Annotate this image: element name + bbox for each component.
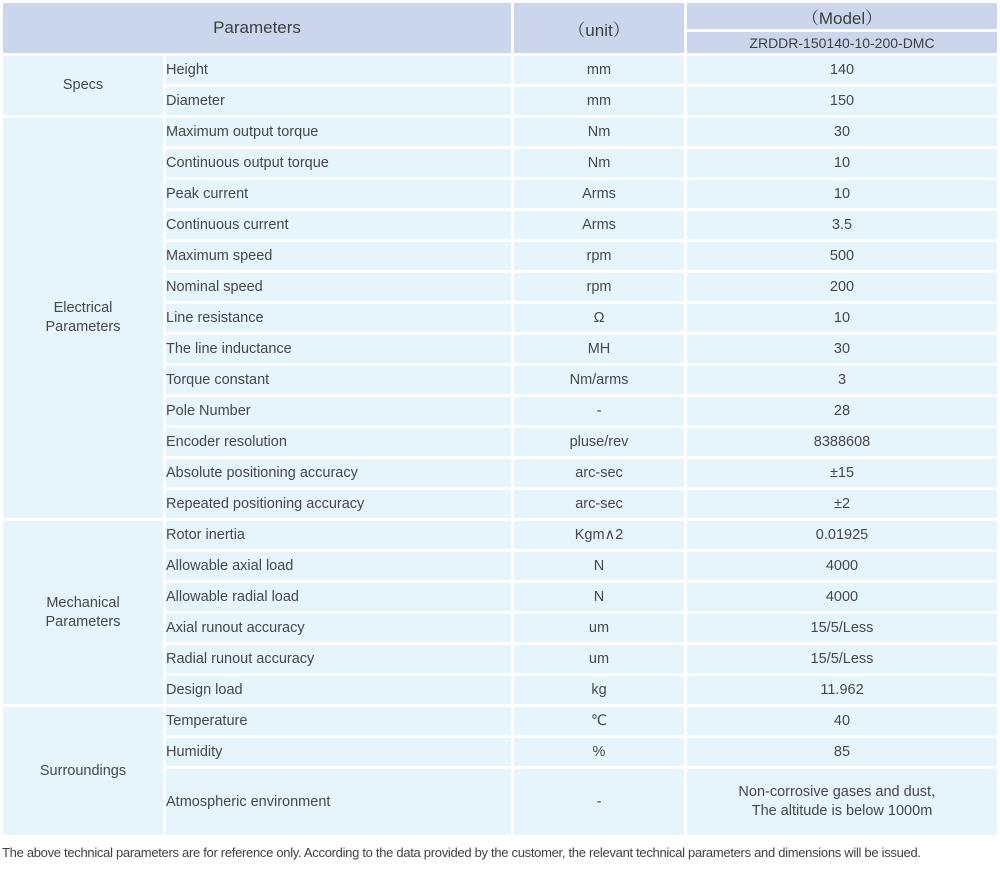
param-name-cell: Continuous current — [166, 211, 511, 239]
category-cell: Specs — [3, 56, 163, 115]
value-cell: 15/5/Less — [687, 645, 997, 673]
value-cell: 8388608 — [687, 428, 997, 456]
value-cell: 10 — [687, 304, 997, 332]
param-name-cell: Radial runout accuracy — [166, 645, 511, 673]
param-name-cell: Continuous output torque — [166, 149, 511, 177]
param-name-cell: Design load — [166, 676, 511, 704]
value-cell: 85 — [687, 738, 997, 766]
value-cell: 28 — [687, 397, 997, 425]
value-cell: ±2 — [687, 490, 997, 518]
param-name-cell: The line inductance — [166, 335, 511, 363]
unit-cell: N — [514, 583, 684, 611]
unit-cell: - — [514, 769, 684, 835]
param-name-cell: Temperature — [166, 707, 511, 735]
param-name-cell: Torque constant — [166, 366, 511, 394]
value-cell: 30 — [687, 118, 997, 146]
param-name-cell: Height — [166, 56, 511, 84]
table-row — [3, 521, 997, 549]
param-name-cell: Line resistance — [166, 304, 511, 332]
unit-cell: rpm — [514, 273, 684, 301]
unit-cell: arc-sec — [514, 490, 684, 518]
param-name-cell: Maximum speed — [166, 242, 511, 270]
param-name-cell: Axial runout accuracy — [166, 614, 511, 642]
param-name-cell: Atmospheric environment — [166, 769, 511, 835]
value-cell: 30 — [687, 335, 997, 363]
value-cell: 4000 — [687, 583, 997, 611]
unit-cell: - — [514, 397, 684, 425]
value-cell: 15/5/Less — [687, 614, 997, 642]
unit-cell: Arms — [514, 180, 684, 208]
table-row — [3, 56, 997, 84]
model-header: （Model） — [687, 3, 997, 29]
unit-cell: arc-sec — [514, 459, 684, 487]
param-name-cell: Allowable axial load — [166, 552, 511, 580]
value-cell: 10 — [687, 180, 997, 208]
unit-cell: Nm/arms — [514, 366, 684, 394]
param-name-cell: Absolute positioning accuracy — [166, 459, 511, 487]
unit-cell: N — [514, 552, 684, 580]
unit-cell: Nm — [514, 118, 684, 146]
value-cell: 0.01925 — [687, 521, 997, 549]
unit-cell: mm — [514, 56, 684, 84]
value-cell: 4000 — [687, 552, 997, 580]
unit-header: （unit） — [514, 3, 684, 53]
value-cell: 40 — [687, 707, 997, 735]
unit-cell: kg — [514, 676, 684, 704]
unit-cell: mm — [514, 87, 684, 115]
unit-cell: Nm — [514, 149, 684, 177]
category-cell: Electrical Parameters — [3, 118, 163, 518]
category-cell: Surroundings — [3, 707, 163, 835]
unit-cell: um — [514, 614, 684, 642]
unit-cell: % — [514, 738, 684, 766]
value-cell: 11.962 — [687, 676, 997, 704]
value-cell: Non-corrosive gases and dust， The altitude is below 1000m — [687, 769, 997, 835]
value-cell: 3.5 — [687, 211, 997, 239]
param-name-cell: Allowable radial load — [166, 583, 511, 611]
footer-note: The above technical parameters are for reference only. According to the data provided by the customer, the relevant technical parameters and dimensions will be issued. — [2, 845, 921, 860]
param-name-cell: Humidity — [166, 738, 511, 766]
param-name-cell: Diameter — [166, 87, 511, 115]
value-cell: 3 — [687, 366, 997, 394]
table-row — [3, 118, 997, 146]
param-name-cell: Pole Number — [166, 397, 511, 425]
model-number: ZRDDR-150140-10-200-DMC — [687, 32, 997, 53]
value-cell: 150 — [687, 87, 997, 115]
param-name-cell: Rotor inertia — [166, 521, 511, 549]
param-name-cell: Nominal speed — [166, 273, 511, 301]
unit-cell: rpm — [514, 242, 684, 270]
param-name-cell: Maximum output torque — [166, 118, 511, 146]
value-cell: 200 — [687, 273, 997, 301]
value-cell: ±15 — [687, 459, 997, 487]
unit-cell: Arms — [514, 211, 684, 239]
parameters-header: Parameters — [3, 3, 511, 53]
value-cell: 140 — [687, 56, 997, 84]
unit-cell: Kgm∧2 — [514, 521, 684, 549]
param-name-cell: Encoder resolution — [166, 428, 511, 456]
unit-cell: MH — [514, 335, 684, 363]
category-cell: Mechanical Parameters — [3, 521, 163, 704]
unit-cell: ℃ — [514, 707, 684, 735]
param-name-cell: Peak current — [166, 180, 511, 208]
unit-cell: Ω — [514, 304, 684, 332]
table-row — [3, 707, 997, 735]
value-cell: 10 — [687, 149, 997, 177]
unit-cell: pluse/rev — [514, 428, 684, 456]
param-name-cell: Repeated positioning accuracy — [166, 490, 511, 518]
unit-cell: um — [514, 645, 684, 673]
spec-table-body — [3, 56, 997, 835]
value-cell: 500 — [687, 242, 997, 270]
